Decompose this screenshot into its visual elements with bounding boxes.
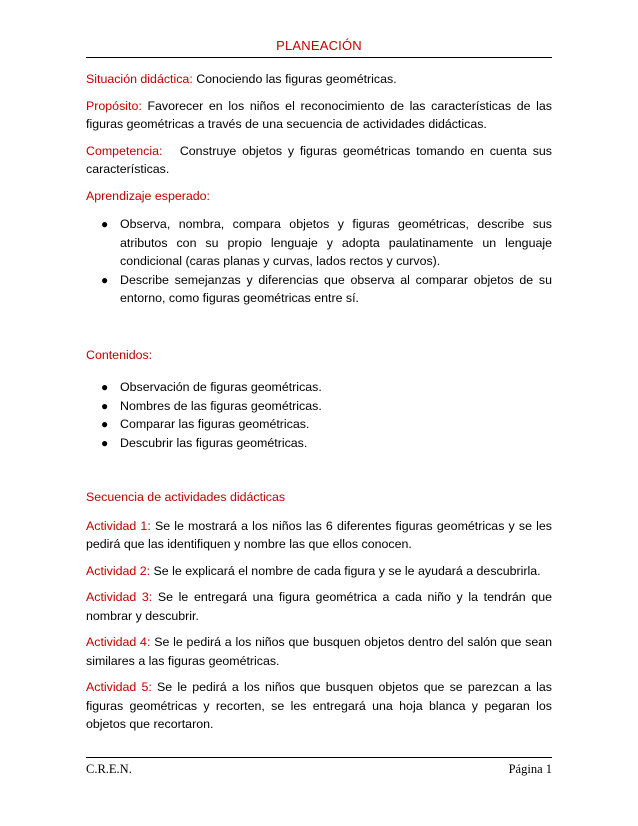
document-body <box>86 70 556 742</box>
footer-divider <box>86 757 552 758</box>
aprendizaje-item-text: Describe semejanzas y diferencias que observa al comparar objetos de su entorno, como figuras geométricas entre sí. <box>120 272 552 305</box>
situacion-label: Situación didáctica: <box>86 72 193 86</box>
secuencia-heading: Secuencia de actividades didácticas <box>86 490 286 504</box>
proposito-label: Propósito: <box>86 98 142 113</box>
aprendizaje-item-text: Observa, nombra, compara objetos y figuras geométricas, describe sus atributos con su propio lenguaje y adopta paulatinamente un lenguaje condicional (caras planas y curvas, lados rectos y curvos). <box>120 217 552 268</box>
actividad-1 <box>86 517 552 554</box>
contenidos-item-text: Observación de figuras geométricas. <box>120 380 322 394</box>
proposito-paragraph <box>86 97 552 134</box>
contenidos-list <box>86 378 552 452</box>
aprendizaje-heading: Aprendizaje esperado: <box>86 188 210 203</box>
bullet-icon: ● <box>101 435 109 450</box>
competencia-paragraph <box>86 142 556 179</box>
actividad-text: Se le pedirá a los niños que busquen objetos que se parezcan a las figuras geométricas y recorten, se les entregará una hoja blanca y pegaran los objetos que recortaron. <box>86 680 552 731</box>
list-item <box>86 434 552 453</box>
list-item <box>86 378 552 397</box>
actividad-text: Se le entregará una figura geométrica a cada niño y la tendrán que nombrar y descubrir. <box>86 590 552 623</box>
actividad-3 <box>86 588 552 625</box>
list-item <box>86 415 552 434</box>
bullet-icon: ● <box>101 398 109 413</box>
bullet-icon: ● <box>101 380 109 394</box>
competencia-label: Competencia: <box>86 143 163 158</box>
situacion-text: Conociendo las figuras geométricas. <box>192 72 397 86</box>
actividad-text: Se le pedirá a los niños que busquen objetos dentro del salón que sean similares a las figuras geométricas. <box>86 635 552 668</box>
competencia-text: Construye objetos y figuras geométricas tomando en cuenta sus características. <box>86 143 556 176</box>
contenidos-item-text: Descubrir las figuras geométricas. <box>120 435 308 450</box>
list-item <box>86 215 552 271</box>
actividad-label: Actividad 4: <box>86 635 151 649</box>
bullet-icon: ● <box>101 272 109 287</box>
actividad-label: Actividad 3: <box>86 590 153 604</box>
aprendizaje-list <box>86 215 552 308</box>
actividad-text: Se le mostrará a los niños las 6 diferentes figuras geométricas y se les pedirá que las identifiquen y nombre las que ellos conocen. <box>86 518 552 551</box>
header-divider <box>86 57 552 58</box>
list-item <box>86 397 552 416</box>
footer-institution: C.R.E.N. <box>86 762 132 776</box>
proposito-text: Favorecer en los niños el reconocimiento de las características de las figuras geométricas a través de una secuencia de actividades didácticas. <box>86 98 552 131</box>
actividad-label: Actividad 2: <box>86 563 151 578</box>
contenidos-item-text: Comparar las figuras geométricas. <box>120 417 310 431</box>
actividad-4 <box>86 633 552 670</box>
actividad-2 <box>86 562 552 581</box>
contenidos-item-text: Nombres de las figuras geométricas. <box>120 398 322 413</box>
contenidos-heading: Contenidos: <box>86 347 153 362</box>
situacion-paragraph <box>86 70 552 89</box>
header-title: PLANEACIÓN <box>276 38 362 53</box>
actividad-5 <box>86 678 552 734</box>
bullet-icon: ● <box>101 417 109 431</box>
bullet-icon: ● <box>101 217 109 231</box>
actividad-label: Actividad 1: <box>86 518 151 533</box>
footer-page-number: Página 1 <box>508 762 552 776</box>
list-item <box>86 271 552 308</box>
actividad-label: Actividad 5: <box>86 680 152 694</box>
actividad-text: Se le explicará el nombre de cada figura y se le ayudará a descubrirla. <box>150 563 541 578</box>
